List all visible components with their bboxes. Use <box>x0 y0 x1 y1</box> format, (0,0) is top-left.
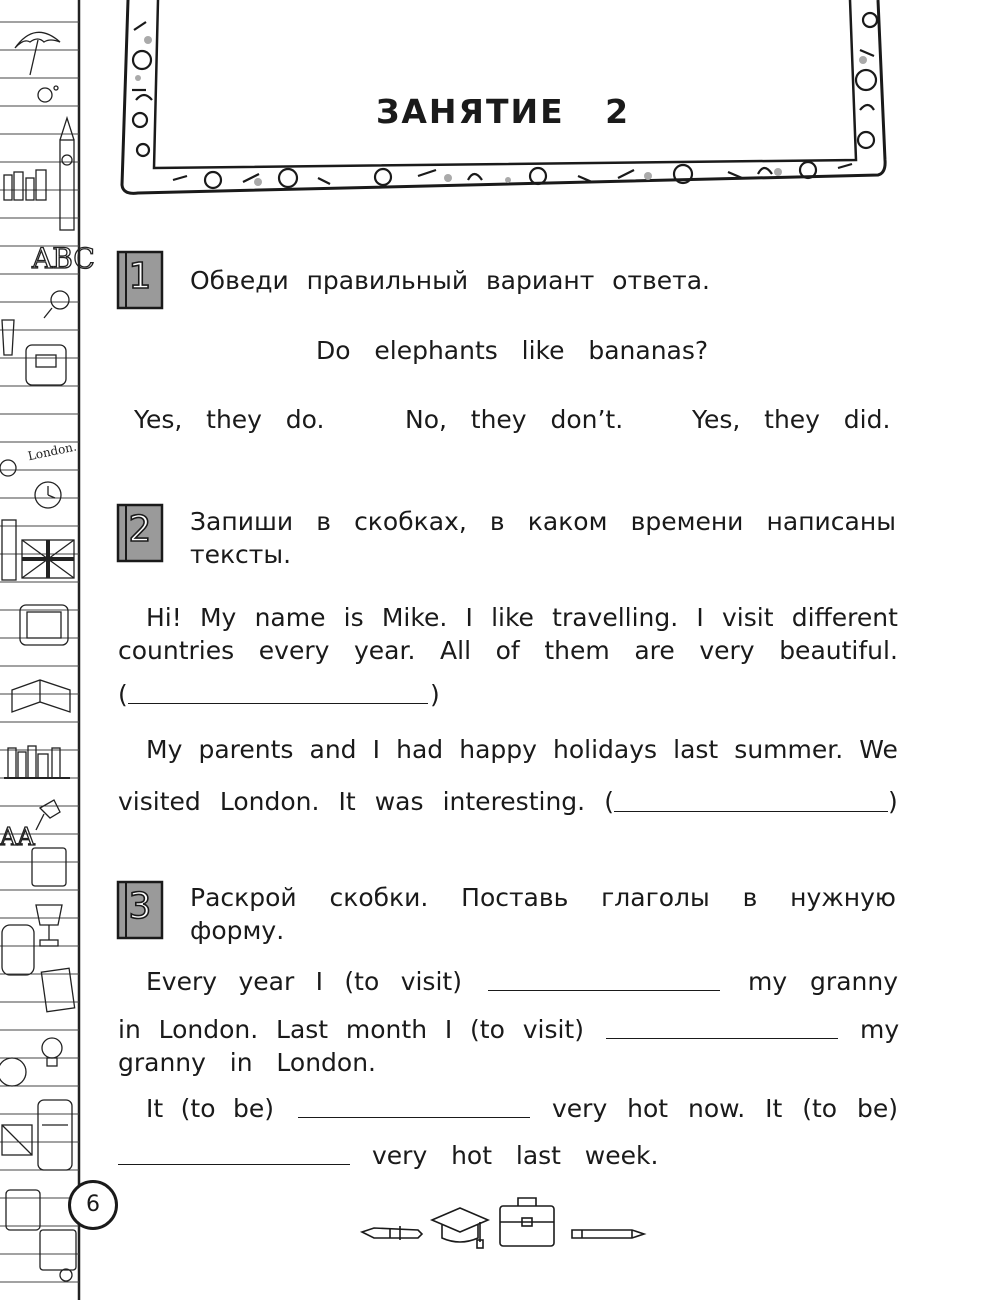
task-3-instruction-line-1 <box>190 883 896 912</box>
task-3-blank-2[interactable] <box>606 1038 838 1039</box>
word: of <box>495 636 520 665</box>
word: It <box>765 1094 783 1123</box>
word: beautiful. <box>779 636 898 665</box>
word: скобках, <box>354 507 467 536</box>
footer-icons <box>360 1190 650 1250</box>
task-3-sentence-2-line-2: granny in London. <box>118 1048 377 1077</box>
word: Запиши <box>190 507 294 536</box>
word: Hi! <box>146 603 182 632</box>
task-3-sentence-4-part-2: very hot last week. <box>372 1141 659 1170</box>
word: be) <box>856 1094 898 1123</box>
task-2-instruction-line-2: тексты. <box>190 540 292 569</box>
word: countries <box>118 636 235 665</box>
word: is <box>343 603 364 632</box>
task-1-option-2[interactable]: No, they don’t. <box>405 405 624 434</box>
task-1-number: 1 <box>128 256 152 297</box>
task-2-answer-2-close-paren: ) <box>888 787 898 816</box>
word: I <box>315 967 324 996</box>
word: very <box>552 1094 608 1123</box>
word: My <box>146 735 183 764</box>
word: every <box>258 636 330 665</box>
word: year. <box>354 636 416 665</box>
task-2-text-2-line-2 <box>118 787 614 816</box>
task-1-number-badge <box>116 250 166 312</box>
word: My <box>199 603 237 632</box>
task-1-question: Do elephants like bananas? <box>316 336 709 365</box>
task-2-answer-1-close-paren: ) <box>430 680 440 709</box>
word: каком <box>527 507 608 536</box>
word: (to <box>802 1094 838 1123</box>
word: Mike. <box>381 603 448 632</box>
svg-text:London.: London. <box>26 439 78 464</box>
word: visit) <box>522 1015 584 1044</box>
task-3-sentence-1-part-1 <box>146 967 462 996</box>
doodle-sidebar-art <box>0 0 95 1300</box>
svg-text:AA: AA <box>0 823 35 851</box>
word: I <box>444 1015 453 1044</box>
task-1-option-1[interactable]: Yes, they do. <box>134 405 325 434</box>
word: (to <box>344 967 380 996</box>
task-1-option-3[interactable]: Yes, they did. <box>692 405 891 434</box>
task-3-blank-4[interactable] <box>118 1164 350 1165</box>
task-3-sentence-3-part-1 <box>146 1094 274 1123</box>
word: parents <box>198 735 294 764</box>
task-3-sentence-2-part-2: my <box>860 1015 900 1044</box>
word: visit <box>722 603 774 632</box>
graduation-cap-icon <box>432 1208 488 1248</box>
word: had <box>396 735 444 764</box>
word: Раскрой <box>190 883 297 912</box>
svg-text:ABC: ABC <box>32 242 95 275</box>
word: London. <box>219 787 320 816</box>
word: are <box>634 636 675 665</box>
task-3-number-badge <box>116 880 166 942</box>
word: be) <box>232 1094 274 1123</box>
word: was <box>374 787 424 816</box>
pencil-icon <box>572 1230 644 1238</box>
word: summer. <box>734 735 844 764</box>
task-3-blank-3[interactable] <box>298 1117 530 1118</box>
task-3-sentence-1-part-2 <box>748 967 898 996</box>
word: написаны <box>766 507 896 536</box>
word: in <box>118 1015 141 1044</box>
word: We <box>859 735 898 764</box>
word: month <box>345 1015 428 1044</box>
word: hot <box>627 1094 669 1123</box>
word: It <box>338 787 356 816</box>
task-2-number: 2 <box>128 509 152 550</box>
doodle-sidebar <box>0 0 95 1300</box>
word: visited <box>118 787 201 816</box>
word: вариант <box>485 266 595 295</box>
word: I <box>465 603 473 632</box>
word: last <box>673 735 719 764</box>
word: Обведи <box>190 266 289 295</box>
word: different <box>791 603 898 632</box>
word: All <box>440 636 472 665</box>
task-2-text-1-line-2 <box>118 636 898 665</box>
task-3-instruction-line-2: форму. <box>190 916 285 945</box>
word: правильный <box>306 266 469 295</box>
task-2-text-2-line-1 <box>146 735 898 764</box>
lesson-title: ЗАНЯТИЕ 2 <box>375 92 631 131</box>
word: I <box>372 735 381 764</box>
word: нужную <box>790 883 896 912</box>
task-2-answer-1-blank[interactable] <box>128 703 428 704</box>
word: London. <box>158 1015 259 1044</box>
word: Поставь <box>461 883 569 912</box>
word: в <box>316 507 331 536</box>
word: времени <box>630 507 744 536</box>
word: holidays <box>553 735 658 764</box>
word: ответа. <box>612 266 710 295</box>
task-2-instruction-line-1 <box>190 507 896 536</box>
word: like <box>491 603 534 632</box>
task-3-sentence-3-part-2 <box>552 1094 898 1123</box>
footer-icons-art <box>360 1190 650 1250</box>
word: Last <box>276 1015 329 1044</box>
word: в <box>742 883 758 912</box>
word: and <box>309 735 357 764</box>
word: interesting. <box>442 787 586 816</box>
pen-icon <box>362 1226 422 1240</box>
word: I <box>696 603 704 632</box>
page-number: 6 <box>68 1180 118 1230</box>
word: travelling. <box>552 603 679 632</box>
word: name <box>254 603 326 632</box>
task-3-sentence-2-part-1 <box>118 1015 584 1044</box>
word: now. <box>687 1094 746 1123</box>
task-3-number: 3 <box>128 886 152 927</box>
word: (to <box>470 1015 505 1044</box>
task-2-number-badge <box>116 503 166 565</box>
word: скобки. <box>329 883 429 912</box>
task-1-instruction <box>190 266 710 295</box>
word: happy <box>459 735 537 764</box>
word: my <box>748 967 788 996</box>
task-2-text-1-line-1 <box>146 603 898 632</box>
word: year <box>238 967 295 996</box>
task-2-answer-1-open-paren: ( <box>118 680 128 709</box>
task-3-blank-1[interactable] <box>488 990 720 991</box>
word: granny <box>810 967 898 996</box>
briefcase-icon <box>500 1198 554 1246</box>
word: (to <box>180 1094 216 1123</box>
word: It <box>146 1094 164 1123</box>
word: very <box>699 636 755 665</box>
word: в <box>489 507 505 536</box>
word: глаголы <box>601 883 710 912</box>
word: Every <box>146 967 218 996</box>
word: visit) <box>400 967 462 996</box>
task-2-answer-2-blank[interactable] <box>614 811 888 812</box>
word: ( <box>604 787 614 816</box>
word: them <box>544 636 610 665</box>
